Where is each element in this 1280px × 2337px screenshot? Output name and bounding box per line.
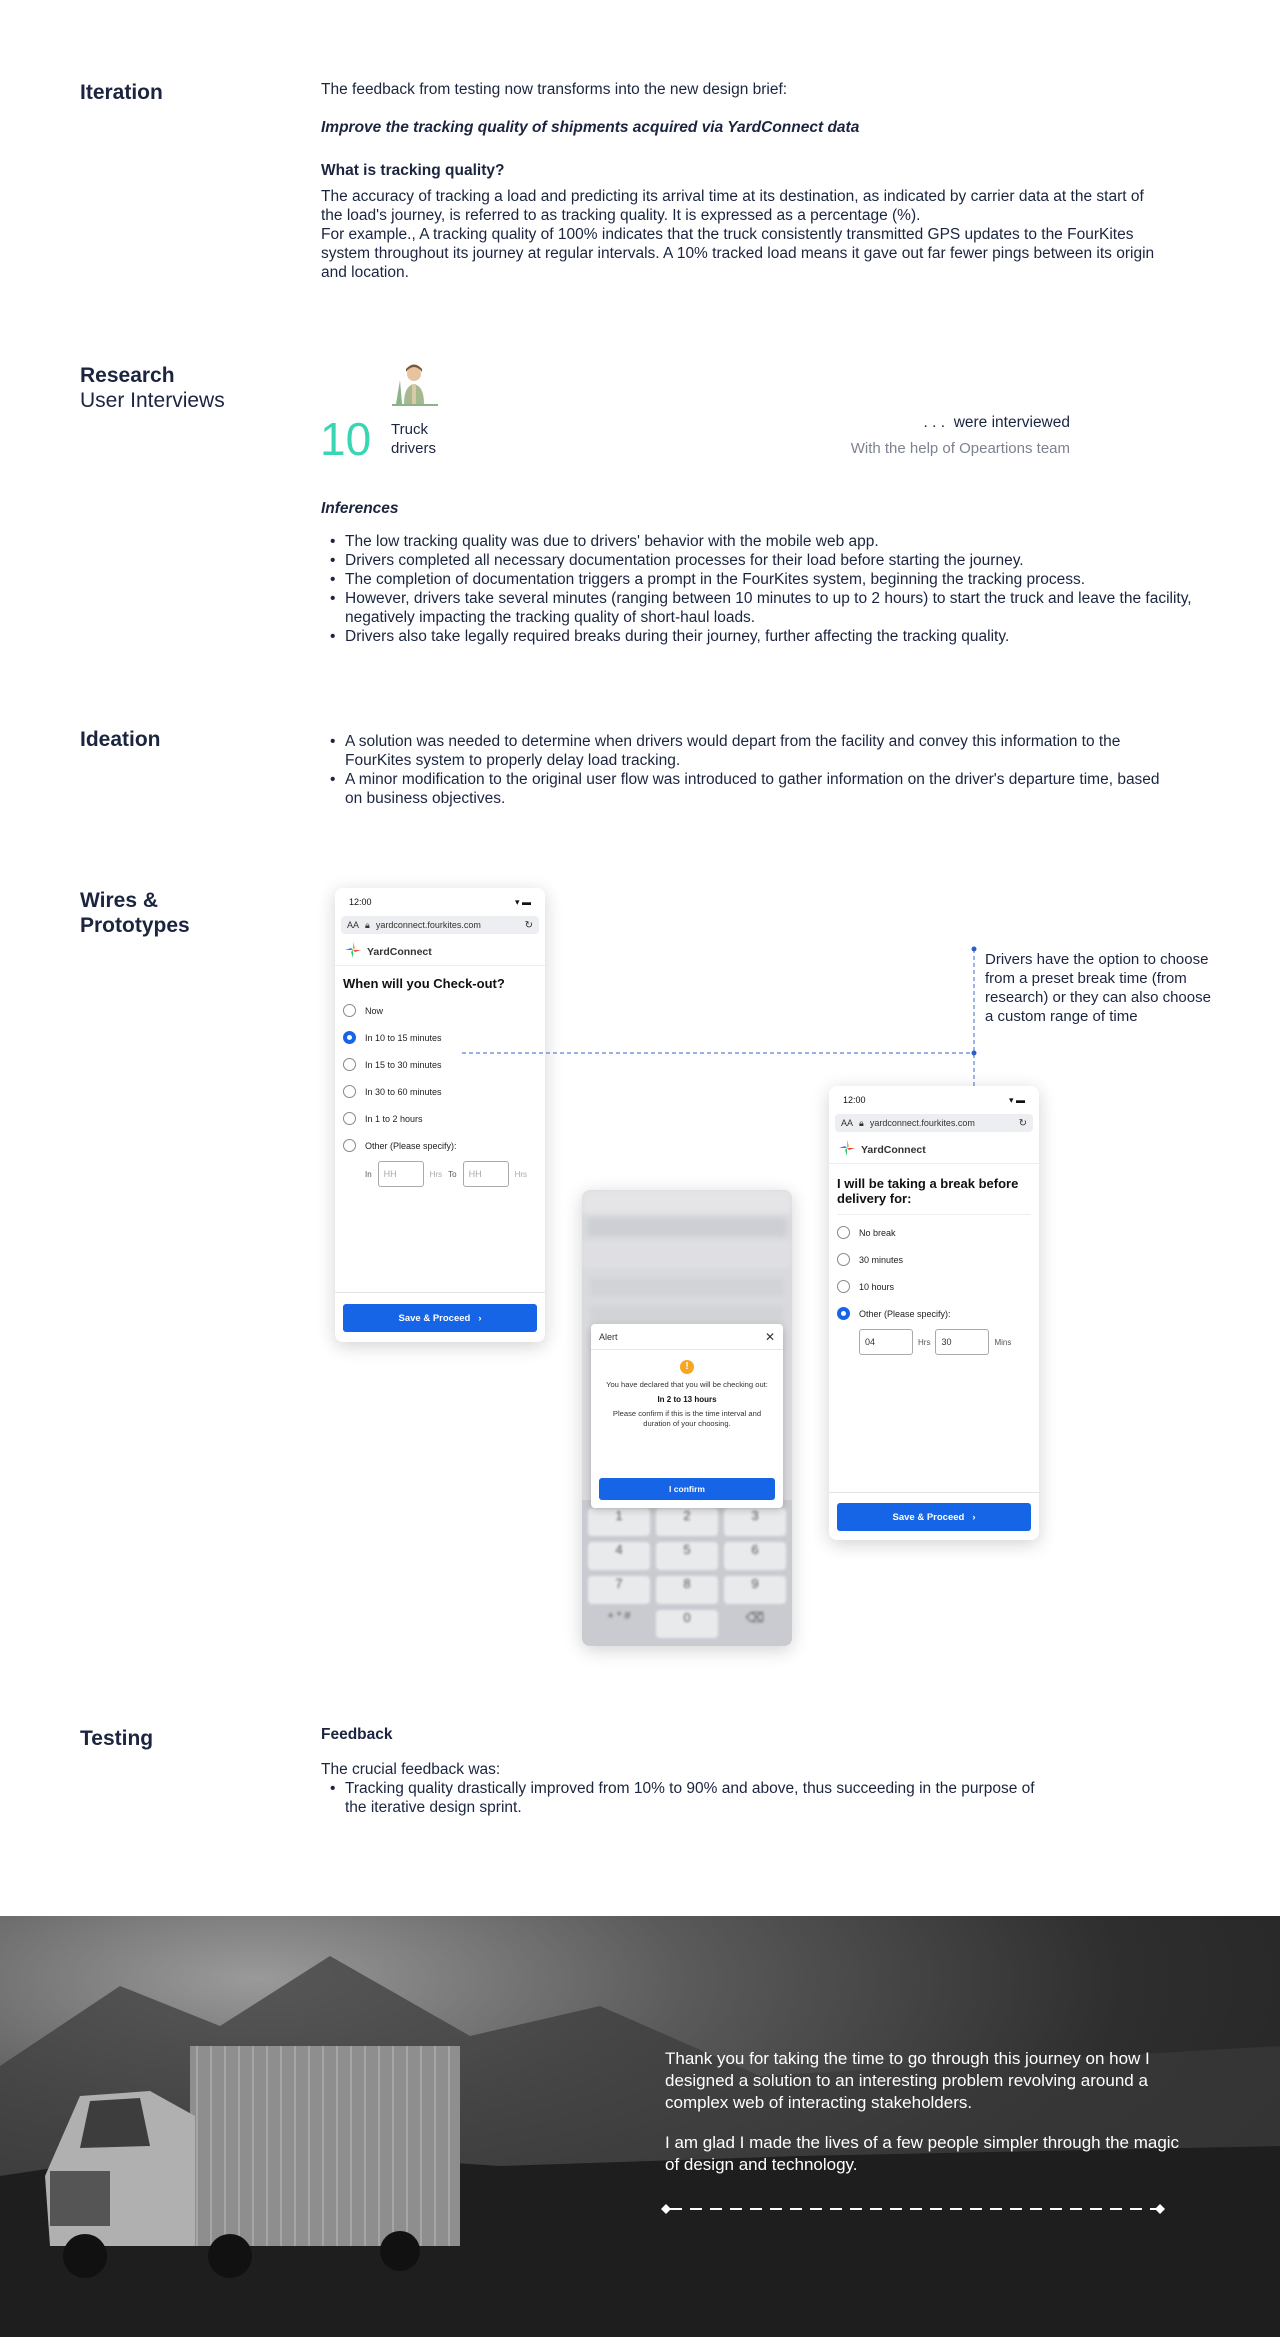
keypad-key[interactable]: 7: [588, 1576, 650, 1604]
battery-icon: ▾ ▬: [514, 897, 531, 907]
reload-icon[interactable]: ↻: [524, 919, 533, 931]
alert-message: You have declared that you will be checking out:: [606, 1380, 768, 1389]
hrs-label: Hrs: [514, 1169, 528, 1179]
list-item: • Drivers completed all necessary documentation processes for their load before starting the journey.: [321, 551, 1201, 570]
break-mins-input[interactable]: 30: [935, 1329, 989, 1355]
iteration-intro: The feedback from testing now transforms into the new design brief:: [321, 81, 788, 98]
keypad-key[interactable]: 8: [656, 1576, 718, 1604]
interviewed-text: . . . were interviewed: [923, 414, 1070, 431]
keypad-key[interactable]: 2: [656, 1508, 718, 1536]
mins-label: Mins: [994, 1337, 1012, 1347]
backspace-icon[interactable]: ⌫: [745, 1610, 765, 1625]
button-label: Save & Proceed: [398, 1312, 471, 1324]
list-item: • Drivers also take legally required breaks during their journey, further affecting the tracking quality.: [321, 627, 1201, 646]
hrs-label: Hrs: [918, 1337, 931, 1347]
yardconnect-logo-icon: [345, 942, 361, 961]
option-no-break[interactable]: [829, 1219, 1039, 1246]
inferences-heading: Inferences: [321, 500, 399, 517]
to-hours-input[interactable]: HH: [463, 1161, 509, 1187]
radio-icon: [343, 1085, 356, 1098]
confirm-button[interactable]: I confirm: [599, 1478, 775, 1500]
alert-dialog: [591, 1324, 783, 1508]
confirm-alert-screen: [582, 1190, 792, 1646]
keypad-key[interactable]: 3: [724, 1508, 786, 1536]
keypad-key[interactable]: 6: [724, 1542, 786, 1570]
radio-selected-icon: [343, 1031, 356, 1044]
truck-driver-illustration: [390, 360, 440, 410]
thank-you-text: Thank you for taking the time to go through this journey on how I designed a solution to an interesting problem revolving around a complex web of interacting stakeholders.: [665, 2049, 1150, 2112]
iteration-section-title: Iteration: [80, 81, 163, 104]
in-label: In: [365, 1169, 372, 1179]
radio-icon: [343, 1112, 356, 1125]
inferences-list: [321, 532, 1201, 646]
option-label: 30 minutes: [859, 1254, 904, 1265]
status-bar: [335, 888, 545, 912]
tracking-quality-definition: The accuracy of tracking a load and predicting its arrival time at its destination, as indicated by carrier data at the start of the load's journey, is referred to as tracking quality. It is expressed as a percentage (%).: [321, 188, 1144, 224]
decorative-divider: [660, 2202, 1166, 2216]
keypad-key[interactable]: 1: [588, 1508, 650, 1536]
option-30-minutes[interactable]: [829, 1246, 1039, 1273]
keypad-key[interactable]: 5: [656, 1542, 718, 1570]
list-item: • The low tracking quality was due to drivers' behavior with the mobile web app.: [321, 532, 1201, 551]
option-label: Other (Please specify):: [365, 1140, 457, 1151]
lock-icon: 🔒︎: [365, 919, 370, 930]
save-proceed-button[interactable]: [837, 1503, 1031, 1531]
option-10-hours[interactable]: [829, 1273, 1039, 1300]
tracking-quality-example: For example., A tracking quality of 100% indicates that the truck consistently transmitted GPS updates to the FourKites system throughout its journey at regular intervals. A 10% tracked load means it gave out far fewer pings between its origin and location.: [321, 226, 1155, 281]
radio-icon: [343, 1004, 356, 1017]
option-other[interactable]: [829, 1300, 1039, 1327]
connector-dot: [972, 947, 977, 952]
alert-title: Alert: [599, 1331, 618, 1342]
radio-icon: [837, 1253, 850, 1266]
option-label: In 30 to 60 minutes: [365, 1086, 442, 1097]
radio-selected-icon: [837, 1307, 850, 1320]
text-size-button[interactable]: AA: [347, 920, 360, 930]
checkout-question: When will you Check-out?: [343, 976, 505, 991]
button-label: Save & Proceed: [892, 1511, 965, 1523]
ideation-section-title: Ideation: [80, 728, 161, 751]
break-hours-input[interactable]: 04: [859, 1329, 913, 1355]
connector-dot: [972, 1051, 977, 1056]
url-text: yardconnect.fourkites.com: [375, 920, 481, 930]
url-bar[interactable]: [835, 1114, 1033, 1132]
diamond-icon: [1155, 2204, 1165, 2214]
mountain-truck-photo: [0, 1916, 1280, 2337]
feedback-heading: Feedback: [321, 1726, 393, 1743]
keypad-key[interactable]: 0: [656, 1610, 718, 1638]
battery-icon: ▾ ▬: [1008, 1095, 1025, 1105]
hrs-label: Hrs: [429, 1169, 443, 1179]
brand-name: YardConnect: [367, 945, 432, 958]
warning-icon: !: [680, 1360, 694, 1374]
list-item: • A solution was needed to determine when drivers would depart from the facility and convey this information to the FourKites system to properly delay load tracking.: [321, 732, 1181, 770]
option-label: In 1 to 2 hours: [365, 1113, 423, 1124]
diamond-icon: [661, 2204, 671, 2214]
radio-icon: [837, 1280, 850, 1293]
interview-count: 10: [320, 413, 372, 465]
text-size-button[interactable]: AA: [841, 1118, 854, 1128]
keypad-key[interactable]: + * #: [607, 1610, 631, 1622]
custom-break-row: [829, 1327, 1039, 1357]
research-section-title: Research User Interviews: [80, 364, 225, 413]
option-label: In 10 to 15 minutes: [365, 1032, 442, 1043]
lock-icon: 🔒︎: [859, 1117, 864, 1128]
from-hours-input[interactable]: HH: [378, 1161, 424, 1187]
brand-header: [829, 1136, 1039, 1164]
option-label: 10 hours: [859, 1281, 895, 1292]
break-time-screen: [829, 1086, 1039, 1540]
list-item: • However, drivers take several minutes (ranging between 10 minutes to up to 2 hours) to start the truck and leave the facility, negatively impacting the tracking quality of short-haul loads.: [321, 589, 1201, 627]
closing-banner: [0, 1916, 1280, 2337]
radio-icon: [343, 1139, 356, 1152]
divider: [829, 1492, 1039, 1493]
option-label: In 15 to 30 minutes: [365, 1059, 442, 1070]
chevron-right-icon: ›: [972, 1511, 976, 1523]
research-subtitle: User Interviews: [80, 389, 225, 413]
alert-confirm-text: Please confirm if this is the time interval and duration of your choosing.: [612, 1409, 762, 1428]
list-item: • Tracking quality drastically improved from 10% to 90% and above, thus succeeding in the purpose of the iterative design sprint.: [321, 1779, 1041, 1817]
feedback-intro: The crucial feedback was:: [321, 1761, 501, 1778]
interview-count-label: Truck drivers: [391, 421, 437, 457]
numeric-keypad: [582, 1500, 792, 1646]
option-label: Other (Please specify):: [859, 1308, 951, 1319]
wires-annotation: Drivers have the option to choose from a preset break time (from research) or they can also choose a custom range of time: [985, 951, 1211, 1025]
alert-range: In 2 to 13 hours: [657, 1395, 717, 1404]
keypad-key[interactable]: 9: [724, 1576, 786, 1604]
yardconnect-logo-icon: [839, 1140, 855, 1159]
option-label: No break: [859, 1227, 896, 1238]
status-time: 12:00: [349, 897, 372, 907]
design-brief: Improve the tracking quality of shipments acquired via YardConnect data: [321, 119, 860, 136]
keypad-key[interactable]: 4: [588, 1542, 650, 1570]
status-time: 12:00: [843, 1095, 866, 1105]
reload-icon[interactable]: ↻: [1018, 1117, 1027, 1129]
wires-section-title: Wires & Prototypes: [80, 889, 190, 938]
testing-section-title: Testing: [80, 1727, 154, 1750]
ideation-list: [321, 732, 1181, 808]
tracking-quality-heading: What is tracking quality?: [321, 162, 505, 179]
interview-help-text: With the help of Opeartions team: [850, 440, 1070, 457]
close-icon[interactable]: ✕: [764, 1329, 775, 1344]
list-item: • The completion of documentation triggers a prompt in the FourKites system, beginning the tracking process.: [321, 570, 1201, 589]
chevron-right-icon: ›: [478, 1312, 482, 1324]
to-label: To: [448, 1169, 457, 1179]
radio-icon: [343, 1058, 356, 1071]
radio-icon: [837, 1226, 850, 1239]
break-question: I will be taking a break before delivery for:: [837, 1176, 1019, 1206]
url-bar[interactable]: [341, 916, 539, 934]
option-label: Now: [365, 1005, 384, 1016]
brand-name: YardConnect: [861, 1143, 926, 1156]
url-text: yardconnect.fourkites.com: [869, 1118, 975, 1128]
list-item: • A minor modification to the original user flow was introduced to gather information on the driver's departure time, based on business objectives.: [321, 770, 1181, 808]
closing-text: I am glad I made the lives of a few people simpler through the magic of design and technology.: [665, 2133, 1180, 2174]
status-bar: [829, 1086, 1039, 1110]
feedback-list: [321, 1779, 1041, 1817]
